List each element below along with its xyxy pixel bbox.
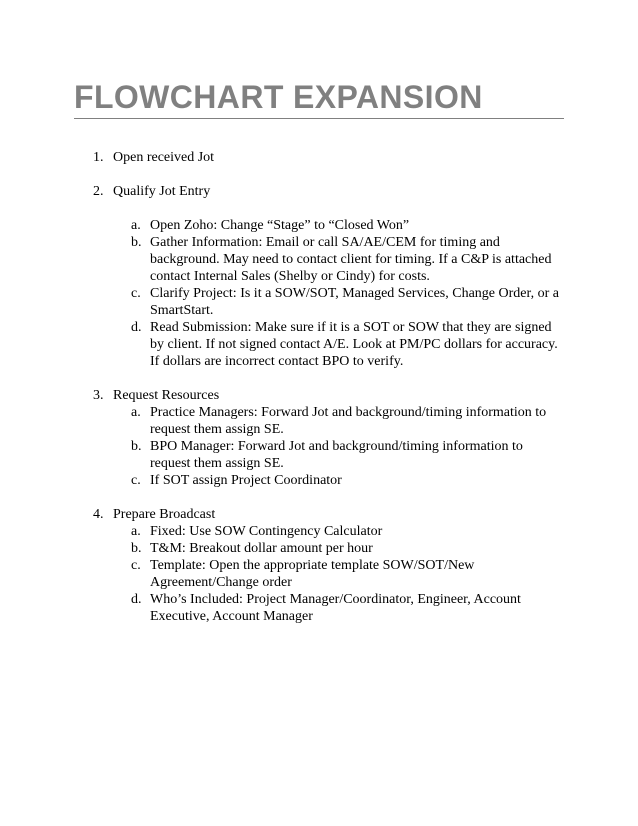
sub-item	[0, 234, 638, 285]
list-item-number: 3.	[93, 388, 104, 403]
sub-item-letter: b.	[131, 541, 142, 556]
sub-item-letter: c.	[131, 558, 141, 573]
list-item-text: Prepare Broadcast	[113, 507, 216, 522]
sub-item-text: BPO Manager: Forward Jot and background/timing information to request them assign SE.	[150, 439, 523, 471]
list-item-text: Open received Jot	[113, 150, 215, 165]
sub-list	[0, 217, 638, 370]
sub-item-text: If SOT assign Project Coordinator	[150, 473, 342, 488]
sub-item-text: Fixed: Use SOW Contingency Calculator	[150, 524, 383, 539]
sub-item-letter: d.	[131, 592, 142, 607]
sub-item-letter: a.	[131, 405, 141, 420]
list-item-number: 1.	[93, 150, 104, 165]
sub-item-letter: b.	[131, 439, 142, 454]
sub-item-letter: b.	[131, 235, 142, 250]
sub-item	[0, 285, 638, 319]
list-item-number: 2.	[93, 184, 104, 199]
title-divider	[74, 118, 564, 119]
sub-item-text: Open Zoho: Change “Stage” to “Closed Won”	[150, 218, 410, 233]
sub-item-text: Who’s Included: Project Manager/Coordinator, Engineer, Account Executive, Account Manager	[150, 592, 521, 624]
list-item-number: 4.	[93, 507, 104, 522]
list-item-2	[0, 183, 638, 370]
sub-item-letter: c.	[131, 286, 141, 301]
sub-item-text: Clarify Project: Is it a SOW/SOT, Managed Services, Change Order, or a SmartStart.	[150, 286, 559, 318]
sub-item	[0, 540, 638, 557]
sub-item-letter: a.	[131, 218, 141, 233]
sub-list	[0, 523, 638, 625]
list-item-1	[0, 149, 638, 166]
list-item-4	[0, 506, 638, 625]
sub-item	[0, 557, 638, 591]
sub-item	[0, 404, 638, 438]
list-item-text: Qualify Jot Entry	[113, 184, 211, 199]
list-item-text: Request Resources	[113, 388, 220, 403]
sub-item-text: Template: Open the appropriate template SOW/SOT/New Agreement/Change order	[150, 558, 475, 590]
sub-item-text: T&M: Breakout dollar amount per hour	[150, 541, 373, 556]
sub-item	[0, 591, 638, 625]
sub-item-text: Gather Information: Email or call SA/AE/CEM for timing and background. May need to contact client for timing. If a C&P is attached contact Internal Sales (Shelby or Cindy) for costs.	[150, 235, 552, 284]
sub-item-letter: c.	[131, 473, 141, 488]
sub-item	[0, 523, 638, 540]
sub-item	[0, 319, 638, 370]
sub-item-letter: d.	[131, 320, 142, 335]
sub-item	[0, 472, 638, 489]
sub-item-text: Practice Managers: Forward Jot and background/timing information to request them assign SE.	[150, 405, 547, 437]
sub-item-text: Read Submission: Make sure if it is a SOT or SOW that they are signed by client. If not signed contact A/E. Look at PM/PC dollars for accuracy. If dollars are incorrect contact BPO to verify.	[150, 320, 558, 369]
sub-list	[0, 404, 638, 489]
flowchart-steps-list	[0, 149, 638, 625]
sub-item	[0, 217, 638, 234]
sub-item-letter: a.	[131, 524, 141, 539]
page-title: FLOWCHART EXPANSION	[74, 79, 483, 115]
sub-item	[0, 438, 638, 472]
list-item-3	[0, 387, 638, 489]
